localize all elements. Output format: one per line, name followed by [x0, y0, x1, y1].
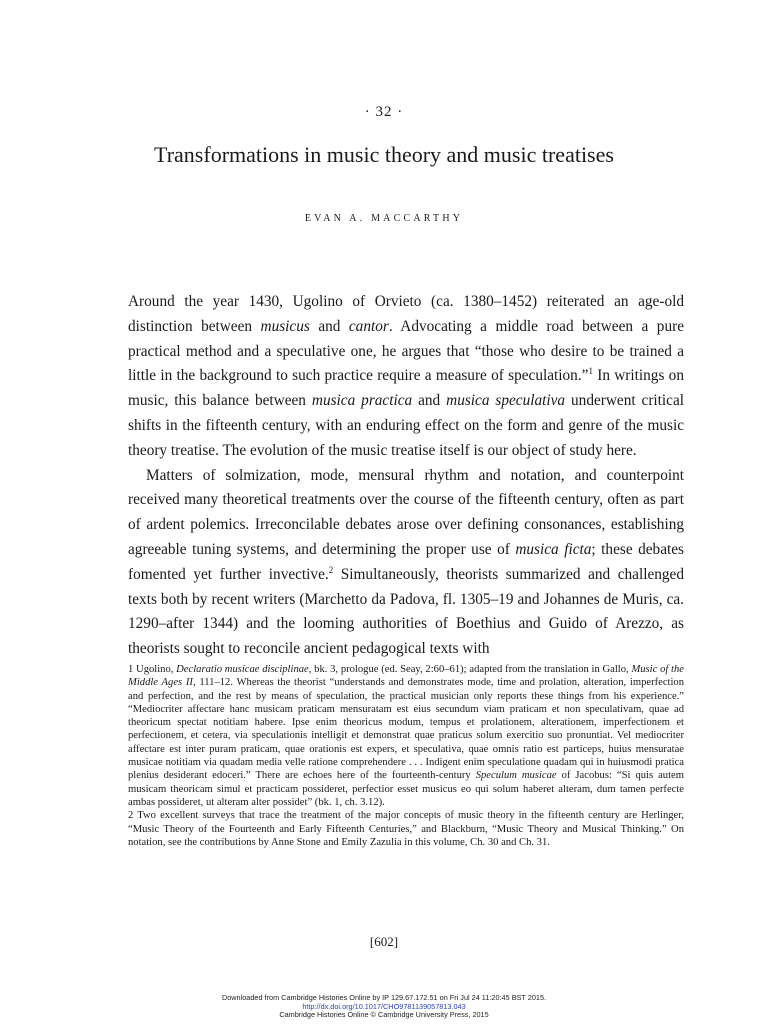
italic-title: Speculum musicae: [475, 770, 557, 782]
italic-term: musicus: [260, 317, 310, 335]
footnote-2: [128, 809, 684, 849]
body-text: [128, 290, 684, 662]
text-run: underwent critical shifts in the fifteenth century, with an enduring effect on the form and genre of the music theory treatise. The evolution of the music treatise itself is our object of study here.: [128, 392, 684, 459]
text-run: Matters of solmization, mode, mensural rhythm and notation, and counterpoint received many theoretical treatments over the course of the fifteenth century, often as part of ardent polemics. Irreconcilable debates arose over defining consonances, establishing agreeable tuning systems, and determining the proper use of: [128, 466, 684, 558]
text-run: . Advocating a middle road between a pure practical method and a speculative one, he argues that “those who desire to be trained a little in the background to such practice require a measure of speculation.”: [128, 317, 684, 385]
italic-term: musica ficta: [515, 540, 592, 558]
text-run: , 111–12. Whereas the theorist “understands and demonstrates mode, time and prolation, alteration, imperfection and perfection, and the rest by means of speculation, the practical musician only reports these things from his experience.” “Mediocriter affectare hanc musicam praticam mensuratam est eius secundum viam praticam et non speculativam, quae ad theoricum spectat notitiam habere. Ipse enim theoricus modum, tempus et prolationem, alterationem, imperfectionem et perfectionem, et cetera, via speculationis intelligit et demonstrat quae praticus solum exercitio suo pronuntiat. Vel mediocriter affectare est inter puram praticam, quae orationis est expers, et speculativa, quae omnis ratio est particeps, huius mensuratae musicae notitiam via quadam media velle ratione comprehendere . . . Indigent enim speculatione quadam qui in huiusmodi pratica plenius desiderant edoceri.” There are echoes here of the fourteenth-century: [128, 677, 685, 782]
text-run: Around the year 1430, Ugolino of Orvieto (ca. 1380–1452) reiterated an age-old distinction between: [128, 293, 684, 335]
paragraph-2: [128, 464, 684, 662]
text-run: 1 Ugolino,: [128, 664, 177, 675]
text-run: and: [309, 317, 349, 335]
footnote-ref-2[interactable]: 2: [328, 564, 334, 575]
italic-term: musica practica: [311, 392, 413, 410]
text-run: , bk. 3, prologue (ed. Seay, 2:60–61); adapted from the translation in Gallo,: [308, 664, 632, 675]
italic-term: cantor: [348, 317, 389, 335]
italic-title: Declaratio musicae disciplinae: [176, 664, 309, 675]
download-notice: [0, 994, 768, 1020]
text-run: 2 Two excellent surveys that trace the treatment of the major concepts of music theory in the fifteenth century are Herlinger, “Music Theory of the Fourteenth and Early Fifteenth Centuries,” and Blackburn, “Music Theory and Musical Thinking.” On notation, see the contributions by Anne Stone and Emily Zazulia in this volume, Ch. 30 and Ch. 31.: [128, 810, 684, 848]
text-run: of Jacobus: “Si quis autem musicam theoricam simul et practicam possideret, perfectior esset musicus eo qui solum haberet alteram, dum tamen perfecte ambas possideret, ut alteram alter possidet” (bk. 1, ch. 3.12).: [128, 770, 684, 808]
text-run: Simultaneously, theorists summarized and challenged texts both by recent writers (Marchetto da Padova, fl. 1305–19 and Johannes de Muris, ca. 1290–after 1344) and the looming authorities of Boethius and Guido of Arezzo, as theorists sought to reconcile ancient pedagogical texts with: [128, 565, 684, 658]
italic-title: Music of the Middle Ages II: [128, 664, 684, 689]
footnote-ref-1[interactable]: 1: [588, 366, 593, 377]
italic-term: musica speculativa: [446, 392, 566, 410]
download-line: Downloaded from Cambridge Histories Online by IP 129.67.172.51 on Fri Jul 24 11:20:45 BST 2015.: [221, 993, 547, 1002]
doi-link[interactable]: http://dx.doi.org/10.1017/CHO9781139057813.043: [302, 1001, 466, 1011]
footnote-1: [128, 663, 684, 809]
chapter-number: · 32 ·: [364, 104, 404, 120]
chapter-author: EVAN A. MACCARTHY: [304, 213, 464, 224]
page-number: [602]: [369, 934, 399, 949]
text-run: and: [412, 392, 447, 410]
copyright-line: Cambridge Histories Online © Cambridge University Press, 2015: [279, 1010, 489, 1020]
footnotes: [128, 663, 684, 849]
paragraph-1: [128, 290, 684, 464]
text-run: ; these debates fomented yet further invective.: [128, 540, 684, 583]
text-run: In writings on music, this balance between: [128, 367, 684, 410]
chapter-title: Transformations in music theory and music treatises: [154, 142, 614, 167]
